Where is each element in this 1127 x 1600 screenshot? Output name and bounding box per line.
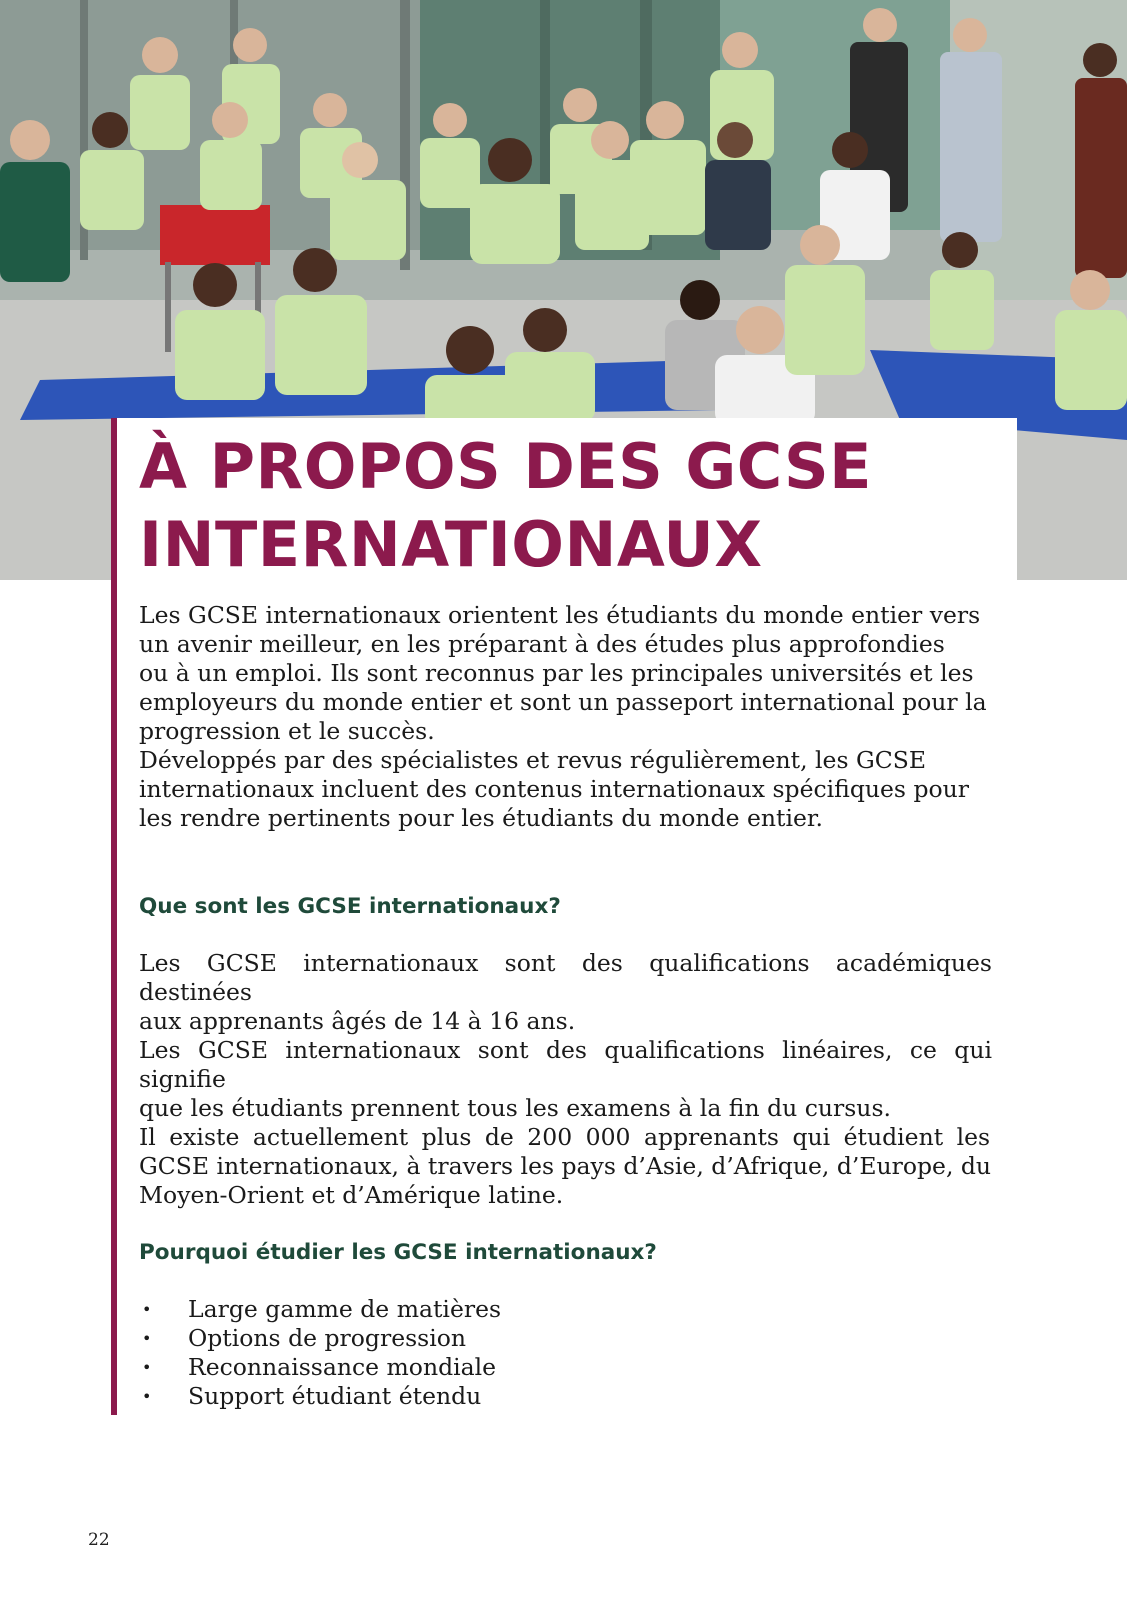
text-line: Les GCSE internationaux orientent les étudiants du monde entier vers	[139, 601, 981, 629]
text-line: GCSE internationaux, à travers les pays d’Asie, d’Afrique, d’Europe, du	[139, 1152, 992, 1180]
intro-paragraph-1	[139, 601, 992, 746]
text-line: aux apprenants âgés de 14 à 16 ans.	[139, 1007, 576, 1035]
list-item-label: Support étudiant étendu	[188, 1382, 482, 1410]
list-item-label: Large gamme de matières	[188, 1295, 502, 1323]
section-heading-why: Pourquoi étudier les GCSE internationaux?	[139, 1240, 657, 1265]
text-line: Il existe actuellement plus de 200 000 apprenants qui étudient les	[139, 1123, 991, 1151]
page-number: 22	[88, 1530, 110, 1550]
bullet-icon: •	[142, 1329, 152, 1348]
text-line: Les GCSE internationaux sont des qualifications académiques destinées	[139, 949, 992, 1006]
list-item-label: Reconnaissance mondiale	[188, 1353, 497, 1381]
text-line: progression et le succès.	[139, 717, 435, 745]
text-line: Les GCSE internationaux sont des qualifications linéaires, ce qui signifie	[139, 1036, 992, 1093]
text-line: les rendre pertinents pour les étudiants du monde entier.	[139, 804, 823, 832]
text-line: employeurs du monde entier et sont un passeport international pour la	[139, 688, 987, 716]
title-line-1: À PROPOS DES GCSE	[139, 430, 872, 503]
text-line: que les étudiants prennent tous les examens à la fin du cursus.	[139, 1094, 891, 1122]
text-line: Développés par des spécialistes et revus régulièrement, les GCSE	[139, 746, 926, 774]
bullet-icon: •	[142, 1387, 152, 1406]
text-line: internationaux incluent des contenus internationaux spécifiques pour	[139, 775, 970, 803]
text-line: Moyen-Orient et d’Amérique latine.	[139, 1181, 564, 1209]
bullet-icon: •	[142, 1300, 152, 1319]
list-item	[139, 1382, 992, 1411]
list-item-label: Options de progression	[188, 1324, 467, 1352]
accent-bar	[111, 418, 117, 1415]
text-line: ou à un emploi. Ils sont reconnus par les principales universités et les	[139, 659, 974, 687]
title-line-2: INTERNATIONAUX	[139, 508, 763, 581]
section-heading-what: Que sont les GCSE internationaux?	[139, 894, 561, 919]
page-title	[139, 428, 999, 584]
list-item	[139, 1324, 992, 1353]
bullet-icon: •	[142, 1358, 152, 1377]
text-line: un avenir meilleur, en les préparant à des études plus approfondies	[139, 630, 945, 658]
intro-paragraph-2	[139, 746, 992, 833]
main-content	[139, 601, 992, 1411]
benefits-list	[139, 1295, 992, 1411]
list-item	[139, 1295, 992, 1324]
list-item	[139, 1353, 992, 1382]
section1-paragraph	[139, 949, 992, 1210]
